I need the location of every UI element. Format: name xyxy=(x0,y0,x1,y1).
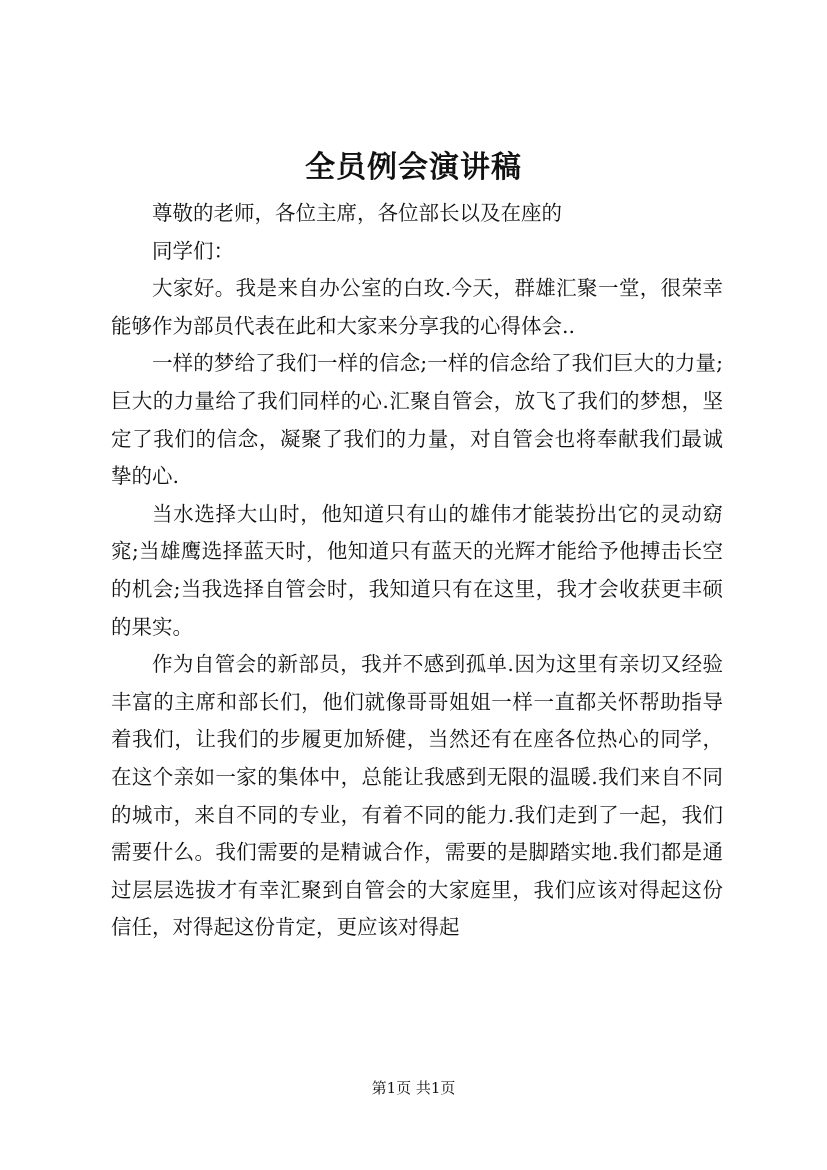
paragraph-choice: 当水选择大山时，他知道只有山的雄伟才能装扮出它的灵动窈窕;当雄鹰选择蓝天时，他知道只有蓝天的光辉才能给予他搏击长空的机会;当我选择自管会时，我知道只有在这里，我才会收获更丰硕的果实。 xyxy=(111,501,723,639)
paragraph-salutation-cont: 同学们： xyxy=(152,238,234,263)
paragraph-new-member: 作为自管会的新部员，我并不感到孤单.因为这里有亲切又经验丰富的主席和部长们，他们就像哥哥姐姐一样一直都关怀帮助指导着我们，让我们的步履更加矫健，当然还有在座各位热心的同学，在这个亲如一家的集体中，总能让我感到无限的温暖.我们来自不同的城市，来自不同的专业，有着不同的能力.我们走到了一起，我们需要什么。我们需要的是精诚合作，需要的是脚踏实地.我们都是通过层层选拔才有幸汇聚到自管会的大家庭里，我们应该对得起这份信任，对得起这份肯定，更应该对得起 xyxy=(111,652,723,940)
paragraph-salutation: 尊敬的老师，各位主席，各位部长以及在座的 xyxy=(152,201,562,225)
document-body xyxy=(111,195,723,947)
paragraph-dream: 一样的梦给了我们一样的信念;一样的信念给了我们巨大的力量;巨大的力量给了我们同样的心.汇聚自管会，放飞了我们的梦想，坚定了我们的信念，凝聚了我们的力量，对自管会也将奉献我们最诚挚的心. xyxy=(111,351,723,489)
page-footer: 第1页 共1页 xyxy=(371,1079,456,1097)
paragraph-greeting: 大家好。我是来自办公室的白玫.今天，群雄汇聚一堂，很荣幸能够作为部员代表在此和大家来分享我的心得体会.. xyxy=(111,276,723,338)
document-title: 全员例会演讲稿 xyxy=(305,150,522,185)
